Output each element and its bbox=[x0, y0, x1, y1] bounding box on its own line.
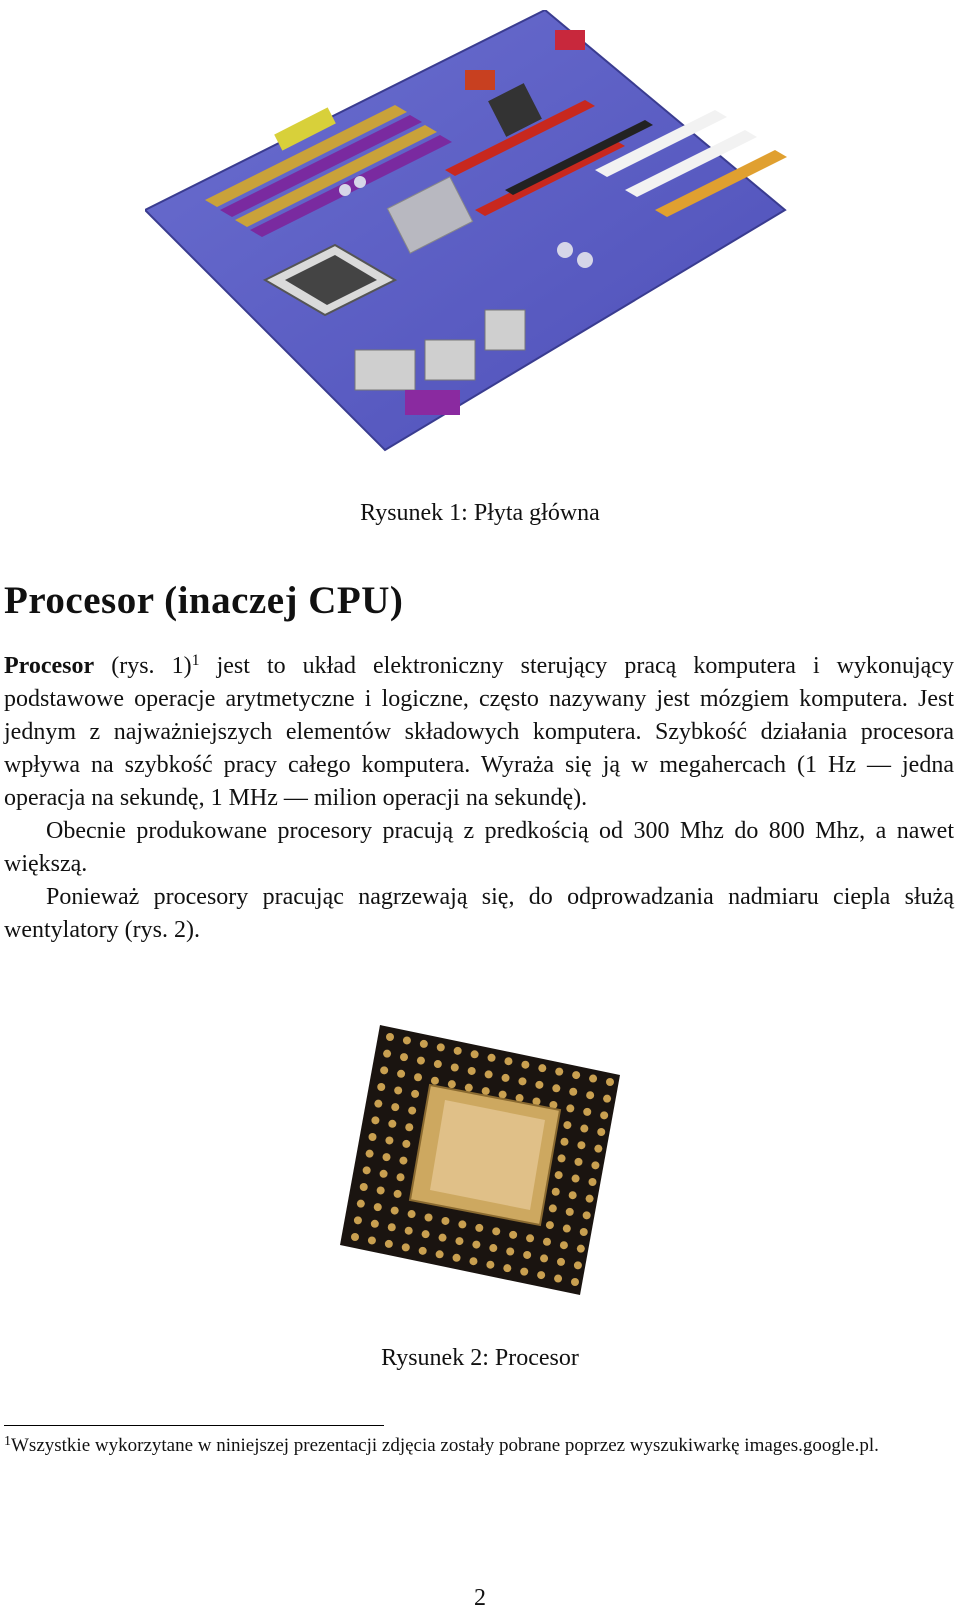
term-procesor: Procesor bbox=[4, 653, 95, 679]
paragraph-1-text: jest to układ elektroniczny sterujący pracą komputera i wykonujący podstawowe operacje arytmetyczne i logiczne, często nazywany jest mózgiem komputera. Jest jednym z najważniejszych elementów składowych komputera. Szybkość działania procesora wpływa na szybkość pracy całego komputera. Wyraża się ją w megahercach (1 Hz — jedna operacja na sekundę, 1 MHz — milion operacji na sekundę). bbox=[4, 653, 954, 811]
footnote bbox=[4, 1433, 954, 1459]
paragraph-1 bbox=[4, 650, 954, 815]
paragraph-3: Ponieważ procesory pracując nagrzewają się, do odprowadzania nadmiaru ciepla służą wentylatory (rys. 2). bbox=[4, 884, 954, 943]
body-text bbox=[4, 650, 954, 947]
page-number: 2 bbox=[474, 1585, 486, 1611]
paragraph-2: Obecnie produkowane procesory pracują z predkością od 300 Mhz do 800 Mhz, a nawet większą. bbox=[4, 818, 954, 877]
footnote-number: 1 bbox=[4, 1434, 11, 1449]
processor-image bbox=[320, 1025, 640, 1300]
footnote-divider bbox=[4, 1425, 384, 1426]
motherboard-image bbox=[145, 10, 795, 460]
figure-1-caption: Rysunek 1: Płyta główna bbox=[360, 500, 600, 526]
figure-2-caption: Rysunek 2: Procesor bbox=[381, 1345, 579, 1371]
section-title: Procesor (inaczej CPU) bbox=[4, 579, 404, 622]
footnote-text: Wszystkie wykorzytane w niniejszej prezentacji zdjęcia zostały pobrane poprzez wyszukiwarkę images.google.pl. bbox=[11, 1435, 879, 1456]
figure-reference: (rys. 1) bbox=[94, 653, 192, 679]
footnote-mark: 1 bbox=[191, 652, 200, 669]
